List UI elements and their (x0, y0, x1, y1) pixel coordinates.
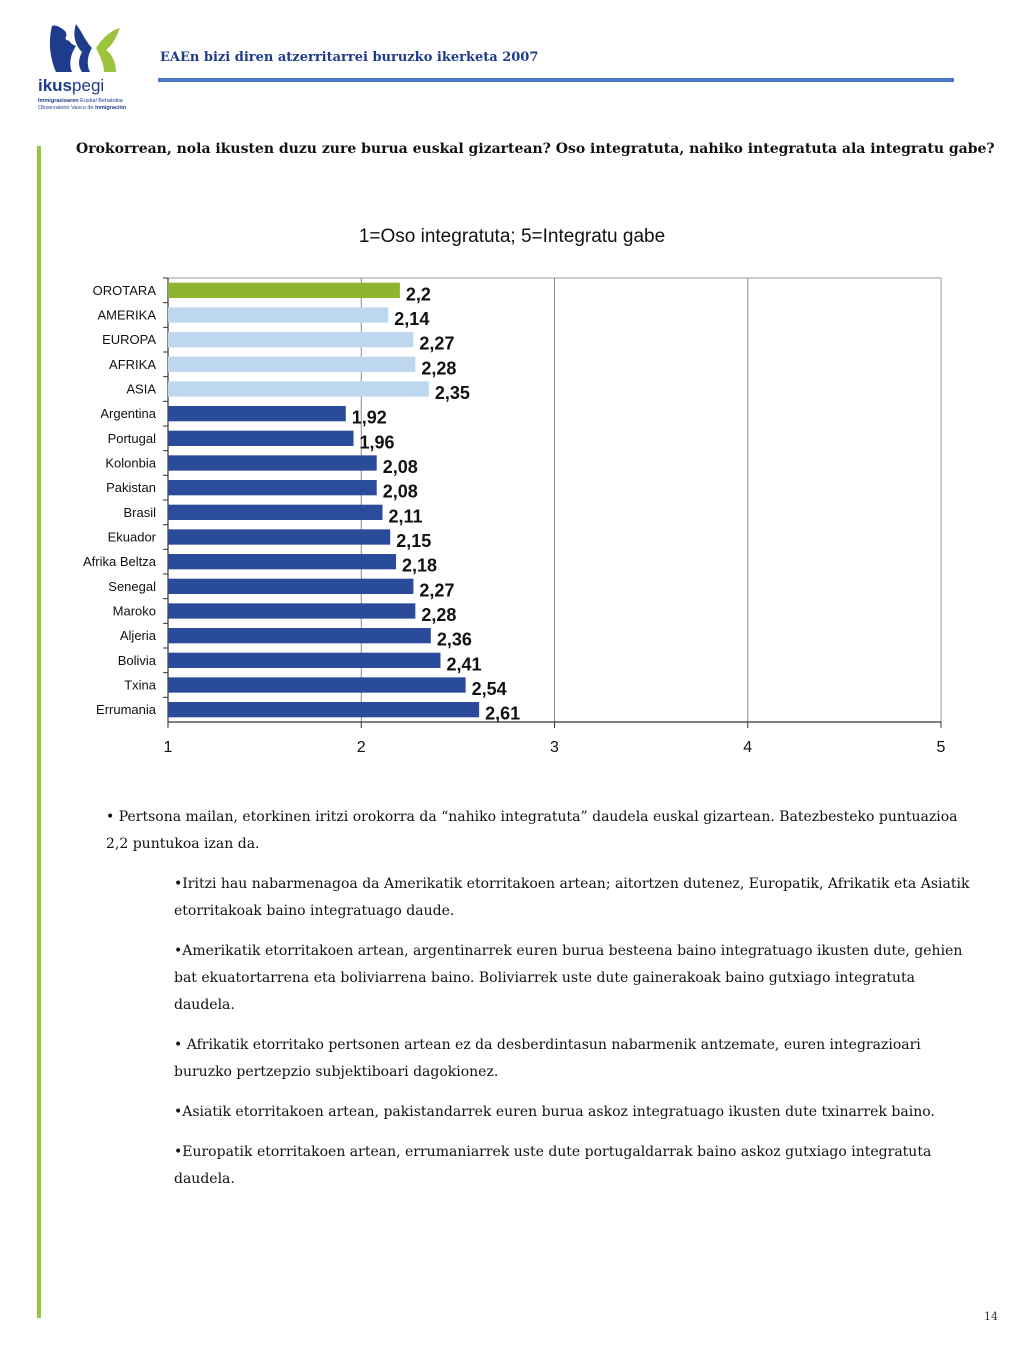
bullet-list (106, 804, 976, 1206)
x-tick-label: 3 (550, 739, 559, 756)
bullet-item: • Pertsona mailan, etorkinen iritzi orokorra da “nahiko integratuta” daudela euskal gizartean. Batezbesteko puntuazioa 2,2 puntukoa izan da. (106, 809, 958, 852)
x-tick-label: 4 (743, 739, 753, 756)
value-label: 2,08 (382, 457, 418, 477)
category-label: Pakistan (106, 480, 156, 496)
value-label: 2,61 (485, 703, 521, 724)
bar (168, 381, 429, 396)
category-label: Txina (124, 677, 156, 693)
category-label: AMERIKA (97, 307, 156, 323)
bar (168, 677, 466, 692)
bullet-item: •Asiatik etorritakoen artean, pakistandarrek euren burua askoz integratuago ikusten dute txinarrek baino. (174, 1104, 935, 1120)
value-label: 2,27 (419, 580, 455, 601)
x-tick-label: 5 (936, 739, 946, 756)
value-label: 2,2 (405, 284, 431, 305)
chart-title: 1=Oso integratuta; 5=Integratu gabe (358, 226, 666, 247)
value-label: 1,96 (359, 432, 395, 453)
logo-wordmark: ikuspegi (38, 76, 105, 95)
bar (168, 480, 377, 495)
x-tick-label: 1 (163, 739, 173, 756)
page-number: 14 (984, 1310, 998, 1323)
bullet-item: •Amerikatik etorritakoen artean, argentinarrek euren burua besteena baino integratuago ikusten dute, gehien bat ekuatortarrena eta boliviarrena baino. Boliviarrek uste dute gainerakoak baino gutxiago integratuta daudela. (174, 943, 963, 1013)
bar (168, 529, 390, 544)
value-label: 2,15 (396, 531, 432, 551)
header-rule (158, 78, 954, 82)
category-label: Brasil (123, 504, 156, 520)
category-label: Ekuador (107, 529, 156, 545)
category-label: Portugal (107, 430, 156, 446)
ikuspegi-logo (36, 22, 146, 117)
value-label: 2,27 (419, 333, 455, 354)
category-label: EUROPA (102, 332, 156, 348)
value-label: 2,08 (382, 481, 418, 502)
faces-logo-icon (46, 22, 136, 74)
value-label: 2,54 (471, 679, 507, 699)
category-label: Afrika Beltza (83, 554, 156, 570)
bullet-item: •Europatik etorritakoen artean, errumaniarrek uste dute portugaldarrak baino askoz gutxiago integratuta daudela. (174, 1144, 932, 1187)
bullet-item: •Iritzi hau nabarmenagoa da Amerikatik etorritakoen artean; aitortzen dutenez, Europatik, Afrikatik eta Asiatik etorritakoak baino integratuago daude. (174, 876, 970, 919)
bar (168, 455, 377, 470)
value-label: 2,11 (388, 506, 423, 527)
bar (168, 628, 431, 643)
category-label: Aljeria (119, 628, 156, 644)
survey-question: Orokorrean, nola ikusten duzu zure burua euskal gizartean? Oso integratuta, nahiko integratuta ala integratu gabe? (76, 141, 995, 157)
bar (168, 357, 415, 372)
value-label: 2,41 (446, 654, 482, 675)
bar (168, 579, 413, 594)
category-label: Kolonbia (105, 455, 156, 471)
category-label: Senegal (108, 578, 156, 594)
value-label: 2,35 (434, 383, 470, 403)
logo-subtitle: Immigrazioaren Euskal Behatokia Observatorio Vasco de Inmigración (38, 98, 127, 111)
category-label: AFRIKA (109, 356, 156, 372)
value-label: 2,28 (421, 358, 457, 379)
value-label: 2,28 (421, 605, 457, 625)
bar (168, 283, 400, 298)
bar (168, 431, 354, 446)
category-label: Argentina (100, 406, 156, 422)
value-label: 2,18 (402, 555, 438, 576)
category-label: Maroko (112, 603, 156, 619)
value-label: 1,92 (351, 407, 387, 428)
x-tick-label: 2 (356, 739, 366, 756)
bar (168, 702, 479, 717)
bar (168, 332, 413, 347)
header-title: EAEn bizi diren atzerritarrei buruzko ikerketa 2007 (160, 50, 539, 65)
category-label: Bolivia (117, 652, 156, 668)
category-label: Errumania (96, 702, 156, 718)
bar (168, 505, 383, 520)
bar (168, 406, 346, 421)
bar-chart (0, 260, 1024, 780)
value-label: 2,14 (394, 309, 430, 329)
bullet-item: • Afrikatik etorritako pertsonen artean ez da desberdintasun nabarmenik antzemate, euren integrazioari buruzko pertzepzio subjektiboari dagokionez. (174, 1037, 921, 1080)
category-label: ASIA (126, 381, 156, 397)
bar (168, 653, 440, 668)
bar (168, 603, 415, 618)
bar (168, 554, 396, 569)
category-label: OROTARA (92, 282, 156, 298)
bar (168, 307, 388, 322)
value-label: 2,36 (436, 629, 472, 650)
